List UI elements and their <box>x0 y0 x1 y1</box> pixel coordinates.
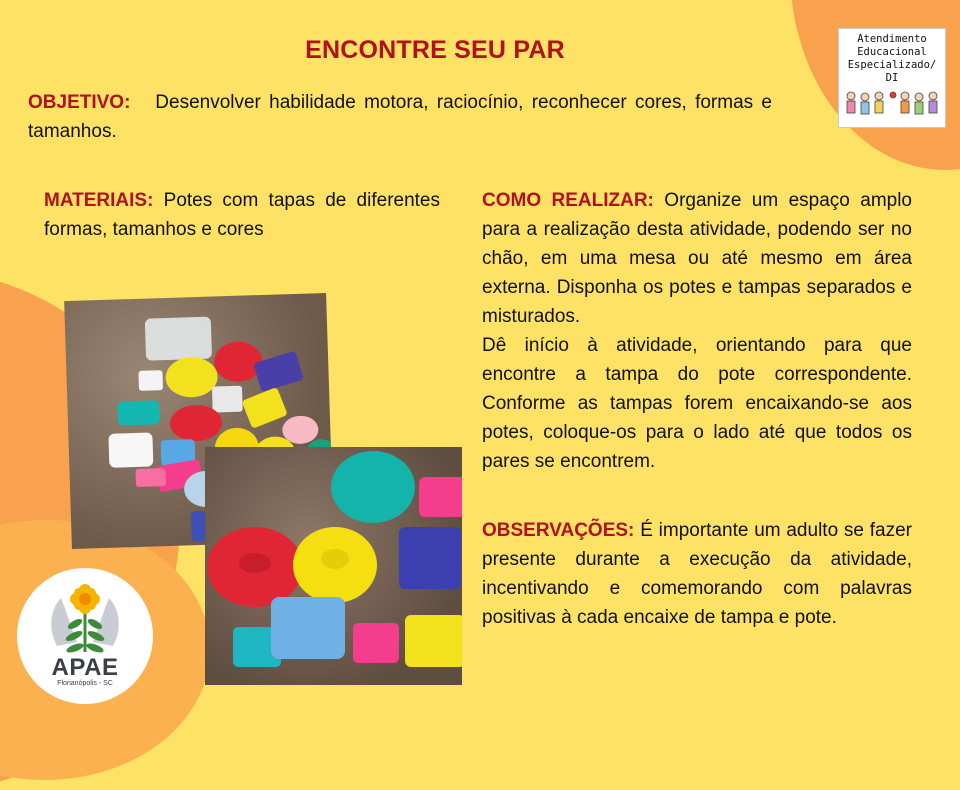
badge-line-3: Especializado/ DI <box>847 59 937 84</box>
observations-text: É importante um adulto se fazer presente durante a execução da atividade, incentivando e comemorando com palavras positivas à cada encaixe de tampa e pote. <box>482 520 913 628</box>
objective-text: Desenvolver habilidade motora, raciocínio, reconhecer cores, formas e tamanhos. <box>28 92 772 142</box>
badge-line-1: Atendimento <box>857 33 927 45</box>
apae-name: APAE <box>51 654 119 681</box>
sunflower-hands-icon <box>17 568 153 658</box>
how-text-1: Organize um espaço amplo para a realização desta atividade, podendo ser no chão, em uma mesa ou até mesmo em área externa. Disponha os potes e tampas separados e misturados. <box>482 190 913 327</box>
objective-label: OBJETIVO: <box>28 92 131 113</box>
observations-label: OBSERVAÇÕES: <box>482 520 635 541</box>
page-title: ENCONTRE SEU PAR <box>305 36 565 64</box>
observations-paragraph <box>482 516 912 632</box>
materials-paragraph <box>44 186 440 244</box>
children-drawing-icon <box>843 88 941 124</box>
materials-label: MATERIAIS: <box>44 190 154 211</box>
materials-text: Potes com tapas de diferentes formas, tamanhos e cores <box>44 190 441 240</box>
how-to-paragraph <box>482 186 912 476</box>
containers-illustration-2 <box>205 447 462 685</box>
badge-line-2: Educacional <box>857 46 927 58</box>
containers-photo-2 <box>205 447 462 685</box>
how-text-2: Dê início à atividade, orientando para que encontre a tampa do pote correspondente. Conforme as tampas forem encaixando-se aos potes, coloque-os para o lado até que todos os pares se encontrem. <box>482 335 912 472</box>
objective-paragraph <box>28 88 772 146</box>
apae-city: Florianópolis - SC <box>57 680 113 687</box>
apae-logo <box>17 568 153 704</box>
aee-badge <box>838 28 946 128</box>
how-label: COMO REALIZAR: <box>482 190 654 211</box>
